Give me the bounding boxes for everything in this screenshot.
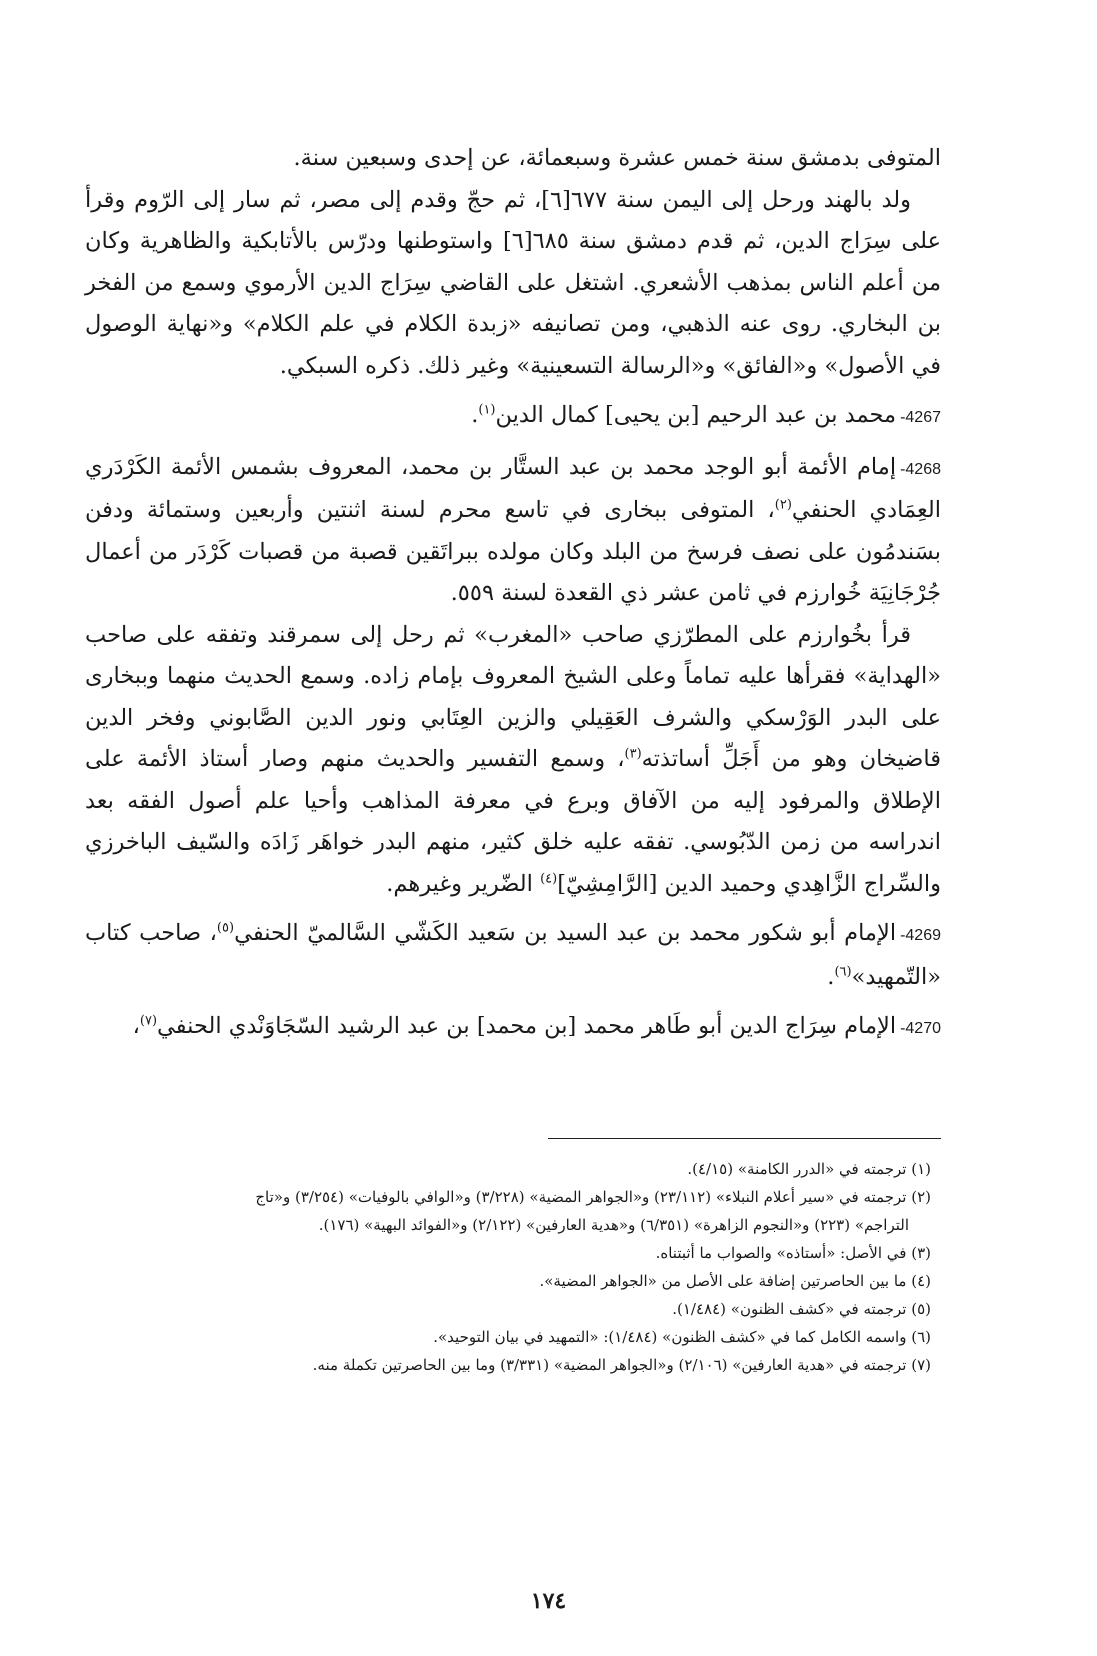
entry-text-cont: ، المتوفى ببخارى في تاسع محرم لسنة اثنتين وأربعين وستمائة ودفن بسَندمُون على نصف فرسخ من البلد وكان مولده ببراتَقين قصبة من قصبات كَرْدَر من أعمال جُرْجَانِيَة خُوارزم في ثامن عشر ذي القعدة لسنة ٥٥٩. <box>85 497 941 606</box>
footnote-ref: (٤) <box>540 871 558 886</box>
footnote-ref: (٧) <box>139 1013 158 1029</box>
footnote-ref: (٥) <box>216 920 235 936</box>
paragraph-biography: ولد بالهند ورحل إلى اليمن سنة ٦٧٧[٦]، ثم حجّ وقدم إلى مصر، ثم سار إلى الرّوم وقرأ على سِرَاج الدين، ثم قدم دمشق سنة ٦٨٥[٦] واستوطنها ودرّس بالأتابكية والظاهرية وكان من أعلم الناس بمذهب الأشعري. اشتغل على القاضي سِرَاج الدين الأرموي وسمع من الفخر بن البخاري. روى عنه الذهبي، ومن تصانيفه «زبدة الكلام في علم الكلام» و«نهاية الوصول في الأصول» و«الفائق» و«الرسالة التسعينية» وغير ذلك. ذكره السبكي. <box>85 186 941 379</box>
footnote-divider <box>548 1138 941 1139</box>
entry-text: إمام الأئمة أبو الوجد محمد بن عبد الستَّار بن محمد، المعروف بشمس الأئمة الكَرْدَري العِمَادي الحنفي <box>85 453 941 523</box>
entry-text: الإمام سِرَاج الدين أبو طَاهر محمد [بن محمد] بن عبد الرشيد السّجَاوَنْدي الحنفي <box>157 1013 897 1039</box>
entry-number: 4269- <box>900 927 941 944</box>
entry-text: محمد بن عبد الرحيم [بن يحيى] كمال الدين <box>495 402 897 428</box>
footnote-1: (١) ترجمته في «الدرر الكامنة» (٤/١٥). <box>687 1160 931 1178</box>
entry-text-cont: ، صاحب كتاب «التّمهيد» <box>85 920 941 990</box>
footnote-4: (٤) ما بين الحاصرتين إضافة على الأصل من «الجواهر المضية». <box>539 1272 931 1290</box>
footnote-3: (٣) في الأصل: «أستاذه» والصواب ما أثبتناه. <box>655 1244 931 1262</box>
entry-number: 4268- <box>900 460 941 478</box>
footnote-2-cont: التراجم» (٢٢٣) و«النجوم الزاهرة» (٦/٣٥١) و«هدية العارفين» (٢/١٢٢) و«الفوائد البهية» (١٧٦). <box>318 1216 909 1234</box>
entry-end: ، <box>132 1013 140 1039</box>
main-text <box>85 138 941 1050</box>
paragraph-text-cont: ، وسمع التفسير والحديث منهم وصار أستاذ الأئمة على الإطلاق والمرفود إليه من الآفاق وبرع في معرفة المذاهب وأحيا علم أصول الفقه بعد اندراسه من زمن الدّبُوسي. تفقه عليه خلق كثير، منهم البدر خواهَر زَادَه والسّيف الباخرزي والسِّراج الزَّاهِدي وحميد الدين [الرَّامِشِيّ] <box>85 746 941 897</box>
page-number: ١٧٤ <box>530 1588 567 1614</box>
footnote-ref: (١) <box>478 402 496 418</box>
entry-4269 <box>85 913 941 998</box>
paragraph-text-end: الضّرير وغيرهم. <box>386 870 541 897</box>
footnote-2-text: (٢) ترجمته في «سير أعلام النبلاء» (٢٣/١١٢) و«الجواهر المضية» (٣/٢٢٨) و«الوافي بالوفيات» (٣/٢٥٤) و«تاج <box>255 1188 931 1206</box>
entry-4268 <box>85 447 941 615</box>
entry-4268-paragraph <box>85 615 941 906</box>
entry-4267 <box>85 395 941 439</box>
entry-4270 <box>85 1006 941 1050</box>
footnote-ref: (٣) <box>624 746 642 762</box>
paragraph-continuation: المتوفى بدمشق سنة خمس عشرة وسبعمائة، عن إحدى وسبعين سنة. <box>293 145 941 171</box>
footnote-ref: (٢) <box>774 497 792 513</box>
paragraph-text: قرأ بخُوارزم على المطرّزي صاحب «المغرب» ثم رحل إلى سمرقند وتفقه على صاحب «الهداية» فقرأها عليه تماماً وعلى الشيخ المعروف بإمام زاده. وسمع الحديث منهما وببخارى على البدر الوَرْسكي والشرف العَقِيلي والزين العِتَابي ونور الدين الصَّابوني وفخر الدين قاضيخان وهو من أَجَلِّ أساتذته <box>85 621 941 772</box>
entry-number: 4267- <box>900 409 941 426</box>
footnote-6: (٦) واسمه الكامل كما في «كشف الظنون» (١/٤٨٤): «التمهيد في بيان التوحيد». <box>433 1328 931 1346</box>
entry-text: الإمام أبو شكور محمد بن عبد السيد بن سَعيد الكَشّي السَّالميّ الحنفي <box>234 920 897 946</box>
entry-end: . <box>827 963 835 990</box>
footnote-7: (٧) ترجمته في «هدية العارفين» (٢/١٠٦) و«الجواهر المضية» (٣/٣٣١) وما بين الحاصرتين تكملة منه. <box>312 1356 931 1374</box>
footnote-2 <box>85 1183 941 1239</box>
footnote-5: (٥) ترجمته في «كشف الظنون» (١/٤٨٤). <box>672 1300 931 1318</box>
footnotes <box>85 1155 941 1379</box>
footnote-ref: (٦) <box>834 964 852 979</box>
entry-number: 4270- <box>900 1020 941 1037</box>
entry-end: . <box>471 402 479 428</box>
